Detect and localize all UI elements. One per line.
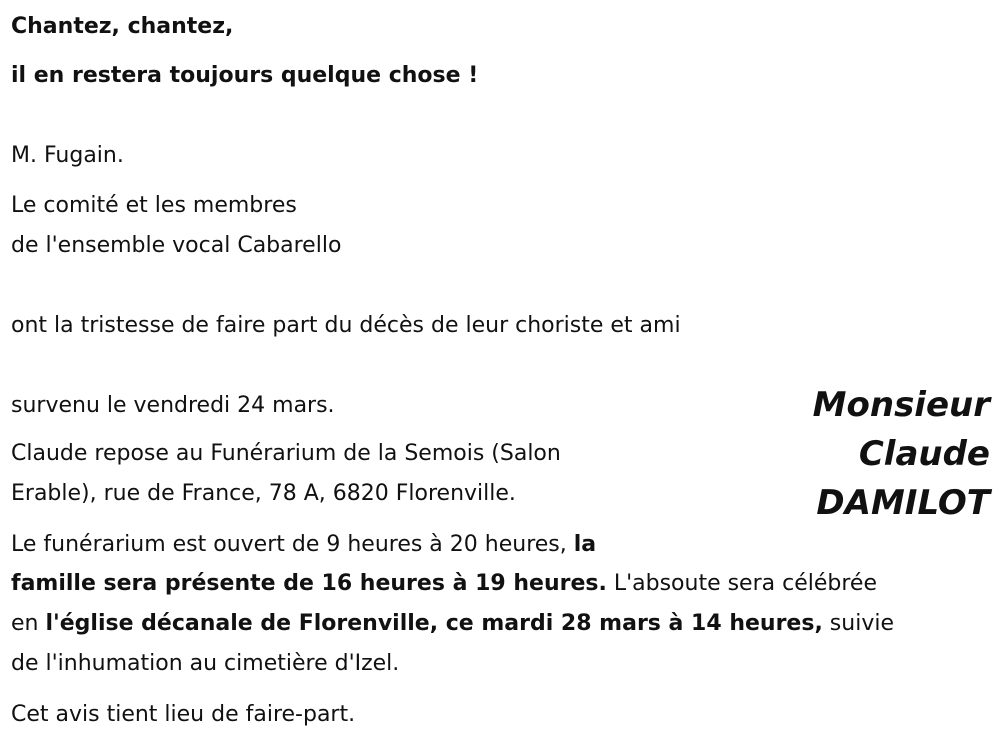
mass-line [11,611,894,637]
hours-line-2 [11,571,877,597]
date-line: survenu le vendredi 24 mars. [11,393,335,418]
family-presence: famille sera présente de 16 heures à 19 heures. [11,571,607,596]
hours-line-1 [11,532,596,558]
announcement: ont la tristesse de faire part du décès de leur choriste et ami [11,313,681,338]
mass-prefix: en [11,611,46,636]
mass-place-time: l'église décanale de Florenville, ce mardi 28 mars à 14 heures, [45,611,823,636]
hours-text: Le funérarium est ouvert de 9 heures à 20 heures, [11,532,574,557]
quote-author: M. Fugain. [11,143,124,168]
deceased-last-name: DAMILOT [816,483,990,523]
deceased-title: Monsieur [812,385,990,425]
mass-suffix: suivie [822,611,894,636]
intro-line-2: de l'ensemble vocal Cabarello [11,233,342,258]
absolution-text: L'absoute sera célébrée [606,571,877,596]
quote-line-1: Chantez, chantez, [11,14,234,39]
closing-line: Cet avis tient lieu de faire-part. [11,702,356,727]
hours-bold: la [573,532,597,557]
rest-line-2: Erable), rue de France, 78 A, 6820 Florenville. [11,481,516,506]
burial-line: de l'inhumation au cimetière d'Izel. [11,651,400,676]
intro-line-1: Le comité et les membres [11,193,297,218]
quote-line-2: il en restera toujours quelque chose ! [11,63,479,88]
deceased-first-name: Claude [858,434,990,474]
rest-line-1: Claude repose au Funérarium de la Semois (Salon [11,441,561,466]
